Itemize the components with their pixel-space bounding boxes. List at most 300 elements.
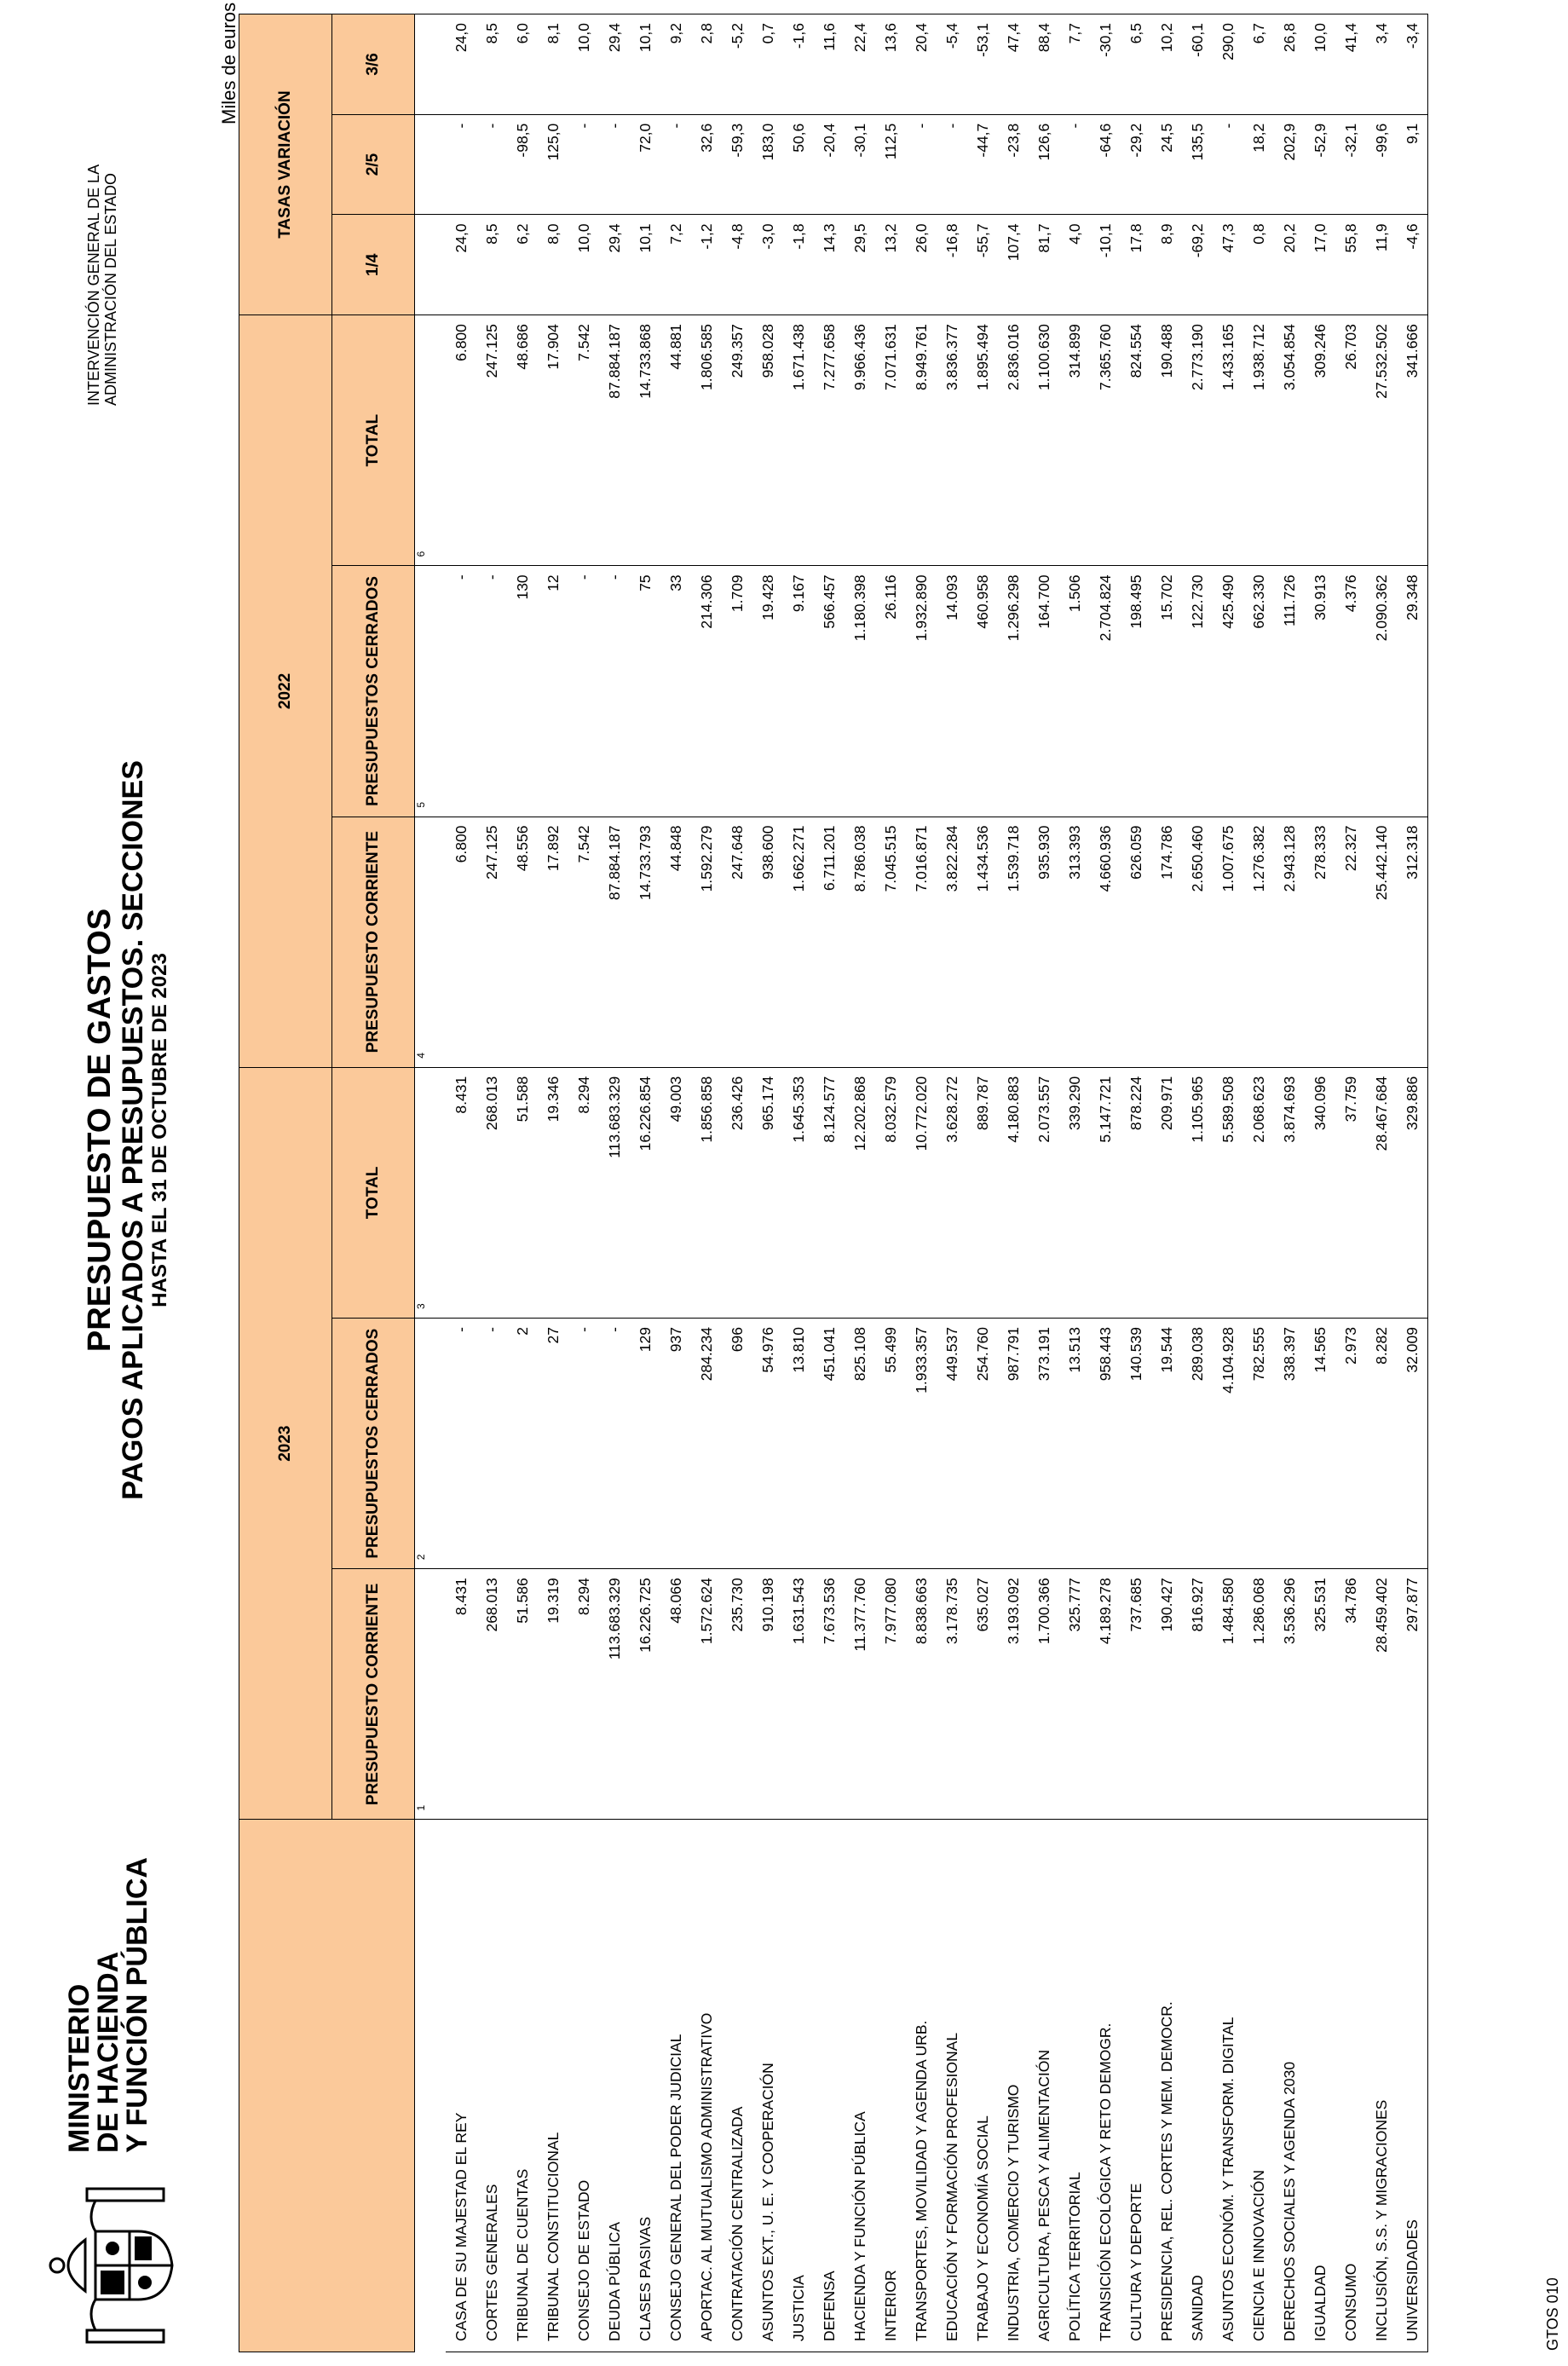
cell-total-2023: 4.180.883 [998, 1067, 1029, 1318]
cell-rate-1-4: 107,4 [998, 215, 1029, 315]
cell-pc-2022: 7.016.871 [906, 817, 937, 1067]
units-label: Miles de euros [218, 2, 239, 124]
cell-pce-2022: 198.495 [1121, 566, 1151, 817]
table-row [1090, 14, 1121, 2352]
column-index-6: 6 [415, 315, 447, 566]
cell-pc-2022: 4.660.936 [1090, 817, 1121, 1067]
cell-total-2022: 249.357 [722, 315, 752, 566]
cell-rate-1-4: 8,5 [476, 215, 507, 315]
cell-pce-2023: 129 [630, 1319, 660, 1569]
cell-rate-3-6: 24,0 [446, 14, 476, 115]
cell-pc-2022: 626.059 [1121, 817, 1151, 1067]
cell-pc-2022: 174.786 [1151, 817, 1182, 1067]
cell-total-2023: 1.645.353 [783, 1067, 814, 1318]
cell-rate-2-5: -30,1 [845, 114, 875, 215]
cell-pc-2023: 1.286.068 [1243, 1569, 1274, 1820]
cell-rate-3-6: 10,0 [568, 14, 599, 115]
cell-rate-1-4: -16,8 [937, 215, 967, 315]
cell-rate-3-6: 41,4 [1335, 14, 1366, 115]
cell-rate-3-6: 7,7 [1059, 14, 1090, 115]
cell-total-2023: 8.124.577 [814, 1067, 845, 1318]
footer-code: GTOS 010 [1544, 2277, 1561, 2351]
cell-rate-2-5: -20,4 [814, 114, 845, 215]
cell-rate-2-5: 125,0 [538, 114, 568, 215]
cell-total-2023: 2.073.557 [1029, 1067, 1059, 1318]
cell-pc-2022: 1.276.382 [1243, 817, 1274, 1067]
section-name: DEFENSA [814, 1820, 845, 2352]
table-row [476, 14, 507, 2352]
cell-pc-2022: 312.318 [1397, 817, 1428, 1067]
table-row [1151, 14, 1182, 2352]
cell-total-2022: 2.836.016 [998, 315, 1029, 566]
cell-rate-3-6: 11,6 [814, 14, 845, 115]
table-row [1029, 14, 1059, 2352]
cell-total-2023: 12.202.868 [845, 1067, 875, 1318]
cell-rate-3-6: 0,7 [752, 14, 783, 115]
cell-total-2023: 3.874.693 [1274, 1067, 1305, 1318]
cell-pc-2022: 1.434.536 [967, 817, 998, 1067]
cell-total-2022: 48.686 [507, 315, 538, 566]
cell-pc-2023: 113.683.329 [599, 1569, 630, 1820]
cell-pce-2023: 451.041 [814, 1319, 845, 1569]
cell-total-2022: 17.904 [538, 315, 568, 566]
cell-rate-2-5: -23,8 [998, 114, 1029, 215]
cell-pce-2023: 14.565 [1305, 1319, 1335, 1569]
column-index-blank [415, 114, 447, 215]
cell-total-2022: 341.666 [1397, 315, 1428, 566]
cell-pce-2023: - [568, 1319, 599, 1569]
cell-rate-1-4: 0,8 [1243, 215, 1274, 315]
col-header-pce-2022: PRESUPUESTOS CERRADOS [332, 566, 415, 817]
cell-pc-2022: 7.045.515 [875, 817, 906, 1067]
cell-total-2022: 1.100.630 [1029, 315, 1059, 566]
table-row [967, 14, 998, 2352]
section-name: DERECHOS SOCIALES Y AGENDA 2030 [1274, 1820, 1305, 2352]
cell-total-2022: 7.071.631 [875, 315, 906, 566]
table-row [1182, 14, 1213, 2352]
intervencion-line-1: INTERVENCIÓN GENERAL DE LA [85, 164, 102, 406]
column-index-blank [415, 215, 447, 315]
cell-pc-2022: 1.662.271 [783, 817, 814, 1067]
cell-total-2023: 5.147.721 [1090, 1067, 1121, 1318]
cell-rate-1-4: 8,0 [538, 215, 568, 315]
cell-pce-2023: 338.397 [1274, 1319, 1305, 1569]
cell-total-2022: 7.542 [568, 315, 599, 566]
group-variation-rates: TASAS VARIACIÓN [239, 14, 332, 315]
cell-total-2022: 27.532.502 [1366, 315, 1397, 566]
cell-pc-2022: 48.556 [507, 817, 538, 1067]
cell-rate-2-5: 18,2 [1243, 114, 1274, 215]
cell-pc-2022: 25.442.140 [1366, 817, 1397, 1067]
cell-pc-2023: 1.572.624 [691, 1569, 722, 1820]
cell-total-2022: 3.836.377 [937, 315, 967, 566]
cell-rate-2-5: 112,5 [875, 114, 906, 215]
cell-pce-2023: 696 [722, 1319, 752, 1569]
cell-total-2022: 2.773.190 [1182, 315, 1213, 566]
cell-rate-1-4: 81,7 [1029, 215, 1059, 315]
cell-pce-2023: 32.009 [1397, 1319, 1428, 1569]
col-header-pce-2023: PRESUPUESTOS CERRADOS [332, 1319, 415, 1569]
cell-total-2023: 878.224 [1121, 1067, 1151, 1318]
table-row [752, 14, 783, 2352]
cell-total-2022: 6.800 [446, 315, 476, 566]
cell-pc-2023: 3.536.296 [1274, 1569, 1305, 1820]
cell-pc-2022: 1.539.718 [998, 817, 1029, 1067]
cell-rate-2-5: 72,0 [630, 114, 660, 215]
section-name: JUSTICIA [783, 1820, 814, 2352]
cell-pc-2023: 48.066 [660, 1569, 691, 1820]
section-name: POLÍTICA TERRITORIAL [1059, 1820, 1090, 2352]
cell-pc-2023: 34.786 [1335, 1569, 1366, 1820]
cell-pce-2022: 425.490 [1213, 566, 1243, 817]
column-index-1: 1 [415, 1569, 447, 1820]
cell-total-2023: 236.426 [722, 1067, 752, 1318]
col-header-rate-3-6: 3/6 [332, 14, 415, 115]
cell-rate-3-6: 8,1 [538, 14, 568, 115]
cell-pce-2023: 27 [538, 1319, 568, 1569]
column-index-row [415, 14, 447, 2352]
cell-rate-2-5: - [568, 114, 599, 215]
column-index-blank [415, 1820, 447, 2352]
cell-total-2023: 340.096 [1305, 1067, 1335, 1318]
cell-rate-2-5: -59,3 [722, 114, 752, 215]
cell-rate-2-5: -32,1 [1335, 114, 1366, 215]
col-header-rate-2-5: 2/5 [332, 114, 415, 215]
cell-pce-2023: 8.282 [1366, 1319, 1397, 1569]
cell-pc-2023: 19.319 [538, 1569, 568, 1820]
cell-rate-2-5: 50,6 [783, 114, 814, 215]
cell-pce-2022: 33 [660, 566, 691, 817]
page-title: PRESUPUESTO DE GASTOS [82, 908, 118, 1353]
cell-total-2022: 26.703 [1335, 315, 1366, 566]
cell-pce-2022: 1.180.398 [845, 566, 875, 817]
table-row [875, 14, 906, 2352]
cell-pce-2023: 19.544 [1151, 1319, 1182, 1569]
cell-pc-2023: 8.431 [446, 1569, 476, 1820]
cell-rate-1-4: -55,7 [967, 215, 998, 315]
cell-rate-1-4: 24,0 [446, 215, 476, 315]
cell-pc-2023: 11.377.760 [845, 1569, 875, 1820]
table-row [1274, 14, 1305, 2352]
section-name: CIENCIA E INNOVACIÓN [1243, 1820, 1274, 2352]
cell-pc-2023: 7.977.080 [875, 1569, 906, 1820]
cell-rate-3-6: 13,6 [875, 14, 906, 115]
cell-rate-2-5: 126,6 [1029, 114, 1059, 215]
cell-pce-2023: 373.191 [1029, 1319, 1059, 1569]
cell-rate-2-5: - [937, 114, 967, 215]
cell-pce-2022: 662.330 [1243, 566, 1274, 817]
cell-pc-2023: 190.427 [1151, 1569, 1182, 1820]
cell-pc-2023: 3.178.735 [937, 1569, 967, 1820]
cell-pc-2022: 2.650.460 [1182, 817, 1213, 1067]
cell-total-2023: 965.174 [752, 1067, 783, 1318]
cell-pc-2023: 28.459.402 [1366, 1569, 1397, 1820]
cell-pce-2023: 958.443 [1090, 1319, 1121, 1569]
cell-rate-1-4: 13,2 [875, 215, 906, 315]
cell-pc-2023: 235.730 [722, 1569, 752, 1820]
cell-pce-2023: 284.234 [691, 1319, 722, 1569]
cell-rate-1-4: 29,4 [599, 215, 630, 315]
cell-pc-2022: 7.542 [568, 817, 599, 1067]
title-block [82, 576, 172, 1684]
date-line: HASTA EL 31 DE OCTUBRE DE 2023 [148, 953, 171, 1307]
cell-pce-2022: 460.958 [967, 566, 998, 817]
cell-pce-2022: 1.709 [722, 566, 752, 817]
cell-total-2023: 1.856.858 [691, 1067, 722, 1318]
cell-pc-2022: 2.943.128 [1274, 817, 1305, 1067]
cell-rate-3-6: 2,8 [691, 14, 722, 115]
cell-total-2023: 28.467.684 [1366, 1067, 1397, 1318]
cell-rate-3-6: 6,7 [1243, 14, 1274, 115]
section-name: TRANSICIÓN ECOLÓGICA Y RETO DEMOGR. [1090, 1820, 1121, 2352]
cell-rate-1-4: -1,2 [691, 215, 722, 315]
table-row [1305, 14, 1335, 2352]
cell-rate-3-6: 22,4 [845, 14, 875, 115]
intervencion-line-2: ADMINISTRACIÓN DEL ESTADO [102, 172, 119, 406]
cell-pce-2022: 1.506 [1059, 566, 1090, 817]
ministry-line-3: Y FUNCIÓN PÚBLICA [121, 1857, 153, 2153]
column-index-blank [415, 14, 447, 115]
cell-total-2022: 14.733.868 [630, 315, 660, 566]
cell-pce-2023: 937 [660, 1319, 691, 1569]
section-name: UNIVERSIDADES [1397, 1820, 1428, 2352]
table-row [660, 14, 691, 2352]
table-row [998, 14, 1029, 2352]
cell-rate-2-5: 202,9 [1274, 114, 1305, 215]
cell-rate-1-4: 29,5 [845, 215, 875, 315]
cell-pce-2023: 987.791 [998, 1319, 1029, 1569]
cell-total-2022: 1.806.585 [691, 315, 722, 566]
cell-rate-1-4: 4,0 [1059, 215, 1090, 315]
cell-total-2022: 7.365.760 [1090, 315, 1121, 566]
cell-pce-2022: 2.090.362 [1366, 566, 1397, 817]
cell-rate-3-6: -5,4 [937, 14, 967, 115]
cell-pce-2023: 1.933.357 [906, 1319, 937, 1569]
cell-rate-3-6: -5,2 [722, 14, 752, 115]
cell-pce-2023: 825.108 [845, 1319, 875, 1569]
section-name: CONSUMO [1335, 1820, 1366, 2352]
cell-rate-1-4: 6,2 [507, 215, 538, 315]
cell-pc-2022: 938.600 [752, 817, 783, 1067]
cell-pce-2022: 15.702 [1151, 566, 1182, 817]
cell-rate-3-6: 10,0 [1305, 14, 1335, 115]
cell-total-2022: 87.884.187 [599, 315, 630, 566]
cell-pce-2022: 12 [538, 566, 568, 817]
table-row [568, 14, 599, 2352]
cell-rate-1-4: 8,9 [1151, 215, 1182, 315]
section-name: DEUDA PÚBLICA [599, 1820, 630, 2352]
table-row [538, 14, 568, 2352]
section-name: SANIDAD [1182, 1820, 1213, 2352]
cell-total-2023: 339.290 [1059, 1067, 1090, 1318]
cell-rate-2-5: - [599, 114, 630, 215]
cell-pce-2023: 140.539 [1121, 1319, 1151, 1569]
cell-rate-1-4: 11,9 [1366, 215, 1397, 315]
table-row [630, 14, 660, 2352]
table-row [446, 14, 476, 2352]
cell-pc-2023: 737.685 [1121, 1569, 1151, 1820]
cell-rate-1-4: 47,3 [1213, 215, 1243, 315]
cell-rate-3-6: 29,4 [599, 14, 630, 115]
cell-total-2023: 10.772.020 [906, 1067, 937, 1318]
group-2023: 2023 [239, 1067, 332, 1820]
section-name: CONTRATACIÓN CENTRALIZADA [722, 1820, 752, 2352]
cell-rate-1-4: -4,6 [1397, 215, 1428, 315]
cell-pc-2023: 1.700.366 [1029, 1569, 1059, 1820]
cell-pce-2022: 122.730 [1182, 566, 1213, 817]
col-header-pc-2023: PRESUPUESTO CORRIENTE [332, 1569, 415, 1820]
cell-pce-2022: - [599, 566, 630, 817]
cell-rate-1-4: -10,1 [1090, 215, 1121, 315]
ministry-line-1: MINISTERIO [63, 1983, 95, 2153]
table-row [1243, 14, 1274, 2352]
cell-total-2023: 51.588 [507, 1067, 538, 1318]
col-header-rate-1-4: 1/4 [332, 215, 415, 315]
cell-pce-2023: 254.760 [967, 1319, 998, 1569]
cell-pc-2022: 6.711.201 [814, 817, 845, 1067]
cell-pce-2022: 214.306 [691, 566, 722, 817]
section-name: PRESIDENCIA, REL. CORTES Y MEM. DEMOCR. [1151, 1820, 1182, 2352]
cell-total-2023: 37.759 [1335, 1067, 1366, 1318]
section-name: INDUSTRIA, COMERCIO Y TURISMO [998, 1820, 1029, 2352]
cell-pc-2022: 3.822.284 [937, 817, 967, 1067]
cell-rate-1-4: -3,0 [752, 215, 783, 315]
cell-total-2022: 8.949.761 [906, 315, 937, 566]
cell-total-2023: 2.068.623 [1243, 1067, 1274, 1318]
cell-pce-2023: 54.976 [752, 1319, 783, 1569]
cell-pc-2023: 325.531 [1305, 1569, 1335, 1820]
cell-pc-2022: 1.007.675 [1213, 817, 1243, 1067]
cell-total-2022: 44.881 [660, 315, 691, 566]
cell-pc-2023: 16.226.725 [630, 1569, 660, 1820]
cell-pc-2022: 313.393 [1059, 817, 1090, 1067]
cell-pc-2022: 22.327 [1335, 817, 1366, 1067]
cell-pce-2022: - [568, 566, 599, 817]
section-name: CULTURA Y DEPORTE [1121, 1820, 1151, 2352]
table-row [845, 14, 875, 2352]
cell-pc-2023: 8.838.663 [906, 1569, 937, 1820]
cell-rate-2-5: 9,1 [1397, 114, 1428, 215]
cell-rate-2-5: -29,2 [1121, 114, 1151, 215]
cell-pce-2023: 2.973 [1335, 1319, 1366, 1569]
page-subtitle: PAGOS APLICADOS A PRESUPUESTOS. SECCIONES [117, 760, 149, 1500]
section-name: ASUNTOS ECONÓM. Y TRANSFORM. DIGITAL [1213, 1820, 1243, 2352]
cell-total-2023: 8.032.579 [875, 1067, 906, 1318]
cell-rate-2-5: 24,5 [1151, 114, 1182, 215]
table-row [783, 14, 814, 2352]
cell-total-2023: 19.346 [538, 1067, 568, 1318]
table-row [906, 14, 937, 2352]
cell-total-2023: 209.971 [1151, 1067, 1182, 1318]
cell-rate-1-4: 10,1 [630, 215, 660, 315]
cell-pc-2023: 1.631.543 [783, 1569, 814, 1820]
section-name: CASA DE SU MAJESTAD EL REY [446, 1820, 476, 2352]
cell-pce-2023: 13.513 [1059, 1319, 1090, 1569]
sections-header-cell [239, 1820, 415, 2352]
table-row [1335, 14, 1366, 2352]
ministry-line-2: DE HACIENDA [92, 1951, 124, 2153]
cell-pc-2023: 3.193.092 [998, 1569, 1029, 1820]
cell-total-2022: 824.554 [1121, 315, 1151, 566]
cell-rate-3-6: 10,1 [630, 14, 660, 115]
section-name: TRANSPORTES, MOVILIDAD Y AGENDA URB. [906, 1820, 937, 2352]
cell-rate-2-5: - [906, 114, 937, 215]
cell-pc-2023: 910.198 [752, 1569, 783, 1820]
section-name: APORTAC. AL MUTUALISMO ADMINISTRATIVO [691, 1820, 722, 2352]
cell-rate-1-4: 17,0 [1305, 215, 1335, 315]
section-name: CLASES PASIVAS [630, 1820, 660, 2352]
cell-rate-1-4: 20,2 [1274, 215, 1305, 315]
cell-pce-2022: 111.726 [1274, 566, 1305, 817]
cell-pc-2022: 87.884.187 [599, 817, 630, 1067]
table-row [937, 14, 967, 2352]
cell-pc-2022: 44.848 [660, 817, 691, 1067]
cell-total-2022: 1.671.438 [783, 315, 814, 566]
cell-rate-3-6: 10,2 [1151, 14, 1182, 115]
cell-rate-2-5: 32,6 [691, 114, 722, 215]
cell-pce-2022: 75 [630, 566, 660, 817]
cell-pc-2023: 7.673.536 [814, 1569, 845, 1820]
sections-table [239, 14, 1428, 2352]
cell-pce-2022: 130 [507, 566, 538, 817]
cell-pce-2022: 4.376 [1335, 566, 1366, 817]
section-name: TRABAJO Y ECONOMÍA SOCIAL [967, 1820, 998, 2352]
cell-total-2022: 314.899 [1059, 315, 1090, 566]
group-2022: 2022 [239, 315, 332, 1068]
table-row [599, 14, 630, 2352]
cell-rate-3-6: 9,2 [660, 14, 691, 115]
cell-pc-2023: 635.027 [967, 1569, 998, 1820]
cell-rate-2-5: -52,9 [1305, 114, 1335, 215]
cell-total-2023: 49.003 [660, 1067, 691, 1318]
cell-pce-2022: 566.457 [814, 566, 845, 817]
ministry-name [65, 1857, 152, 2332]
cell-pce-2022: - [476, 566, 507, 817]
cell-rate-3-6: -1,6 [783, 14, 814, 115]
cell-pce-2022: 164.700 [1029, 566, 1059, 817]
cell-total-2023: 113.683.329 [599, 1067, 630, 1318]
cell-rate-3-6: 20,4 [906, 14, 937, 115]
cell-pce-2023: - [476, 1319, 507, 1569]
table-row [1397, 14, 1428, 2352]
cell-pc-2023: 1.484.580 [1213, 1569, 1243, 1820]
cell-total-2022: 309.246 [1305, 315, 1335, 566]
section-name: TRIBUNAL DE CUENTAS [507, 1820, 538, 2352]
cell-rate-1-4: -1,8 [783, 215, 814, 315]
cell-pc-2022: 14.733.793 [630, 817, 660, 1067]
table-body [415, 14, 1428, 2352]
cell-pc-2023: 816.927 [1182, 1569, 1213, 1820]
intervencion-general [85, 164, 119, 406]
cell-total-2023: 8.431 [446, 1067, 476, 1318]
cell-rate-2-5: -64,6 [1090, 114, 1121, 215]
cell-rate-2-5: - [446, 114, 476, 215]
cell-rate-3-6: 26,8 [1274, 14, 1305, 115]
cell-pc-2022: 17.892 [538, 817, 568, 1067]
cell-pce-2023: 2 [507, 1319, 538, 1569]
cell-pce-2022: - [446, 566, 476, 817]
cell-pc-2022: 278.333 [1305, 817, 1335, 1067]
cell-total-2023: 8.294 [568, 1067, 599, 1318]
cell-pc-2022: 247.648 [722, 817, 752, 1067]
cell-rate-3-6: 6,0 [507, 14, 538, 115]
cell-pc-2023: 8.294 [568, 1569, 599, 1820]
cell-pce-2022: 29.348 [1397, 566, 1428, 817]
cell-rate-3-6: 8,5 [476, 14, 507, 115]
cell-rate-2-5: - [1213, 114, 1243, 215]
cell-rate-1-4: -4,8 [722, 215, 752, 315]
cell-pc-2022: 1.592.279 [691, 817, 722, 1067]
